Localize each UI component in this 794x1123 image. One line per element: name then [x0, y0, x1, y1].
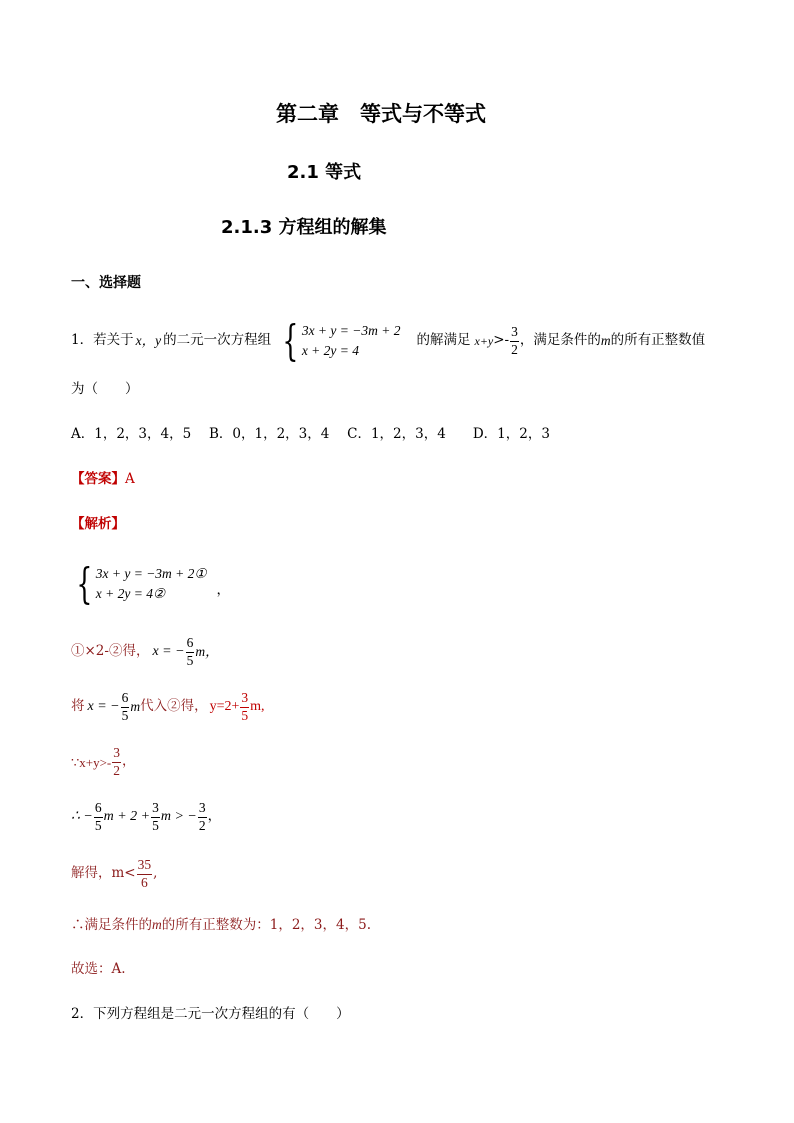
- q1-equation-system: [277, 316, 401, 365]
- q1-tail2: 的所有正整数值: [610, 332, 706, 349]
- q1-tail: ，满足条件的: [519, 332, 601, 349]
- solution-step-7: 故选：A.: [71, 961, 126, 977]
- q1-lead: 1．若关于: [71, 332, 134, 349]
- q1-eq2: x + 2y = 4: [301, 343, 360, 358]
- q1-cond-lead: 的解满足: [416, 332, 471, 349]
- s2-y: y=2+: [209, 699, 240, 714]
- solution-step-3: [71, 744, 136, 780]
- sol-sys-tail: ，: [216, 582, 231, 599]
- section-title: 2.1 等式: [287, 162, 362, 183]
- question-2: 2．下列方程组是二元一次方程组的有（ ）: [71, 1006, 350, 1022]
- s2-lead: 将: [71, 698, 85, 715]
- sol-eq1: 3x + y = −3m + 2①: [95, 566, 207, 581]
- q1-brace: {: [282, 316, 299, 365]
- solution-step-5: [71, 854, 157, 894]
- s1-x: x = −: [152, 644, 185, 659]
- solution-step-2: [71, 689, 265, 725]
- s5-tail: ,: [153, 865, 158, 882]
- answer-line: [71, 473, 135, 487]
- solution-step-4: [71, 799, 221, 835]
- subsection-title: 2.1.3 方程组的解集: [221, 217, 387, 238]
- question-1-line-1: [71, 318, 705, 364]
- q1-cond-fraction: $\frac{3}{2}$: [511, 324, 518, 357]
- s6-lead: ∴满足条件的: [71, 917, 152, 933]
- answer-value: A: [125, 471, 135, 487]
- s2-fraction-2: $\frac{3}{5}$: [241, 690, 249, 723]
- s2-x: x = −: [87, 699, 120, 714]
- q1-tail-var: m: [600, 333, 611, 349]
- s3-lead: ∵x+y>-: [71, 754, 112, 770]
- s5-fraction: $\frac{35}{6}$: [137, 857, 152, 890]
- s4-fraction-1: $\frac{6}{5}$: [94, 800, 102, 833]
- s4-fraction-2: $\frac{3}{5}$: [152, 800, 159, 833]
- q1-cond-expr: x+y: [474, 334, 494, 348]
- solution-step-6: [71, 918, 371, 933]
- s2-tail: m,: [250, 699, 265, 714]
- s2-m: m: [130, 699, 141, 715]
- s4-fraction-3: $\frac{3}{2}$: [198, 800, 206, 833]
- solution-system: { 3x + y = −3m + 2① x + 2y = 4② ，: [76, 559, 231, 608]
- s6-var: m: [152, 917, 162, 932]
- q1-mid: 的二元一次方程组: [163, 332, 272, 349]
- s1-lead: ①×2-②得，: [71, 643, 150, 660]
- part-heading: 一、选择题: [71, 275, 141, 291]
- answer-label: 【答案】: [71, 471, 125, 487]
- q1-eq1: 3x + y = −3m + 2: [301, 323, 401, 338]
- question-1-line-2: 为（ ）: [71, 381, 139, 397]
- s1-tail: m，: [195, 644, 219, 660]
- s4-lead: ∴ −: [71, 809, 93, 824]
- s2-mid: 代入②得，: [140, 698, 208, 715]
- s5-lead: 解得，m<: [71, 865, 136, 882]
- q1-cond-op: >-: [493, 332, 510, 349]
- s1-fraction: $\frac{6}{5}$: [186, 635, 194, 668]
- s4-tail: ，: [207, 808, 222, 825]
- s3-tail: ，: [122, 753, 136, 770]
- s4-mid-1: m + 2 +: [103, 809, 151, 824]
- question-1-options: A．1，2，3，4，5 B．0，1，2，3，4 C．1，2，3，4 D．1，2，3: [71, 426, 550, 442]
- sol-eq2: x + 2y = 4②: [95, 586, 166, 601]
- s6-tail: 的所有正整数为：1，2，3，4，5.: [161, 917, 371, 933]
- chapter-title: 第二章 等式与不等式: [276, 102, 486, 126]
- solution-step-1: [71, 634, 219, 670]
- s4-mid-2: m > −: [160, 809, 197, 824]
- analysis-label: 【解析】: [71, 516, 125, 532]
- s2-fraction: $\frac{6}{5}$: [121, 690, 129, 723]
- s3-fraction: $\frac{3}{2}$: [113, 745, 121, 778]
- q1-vars: x，y: [135, 333, 162, 349]
